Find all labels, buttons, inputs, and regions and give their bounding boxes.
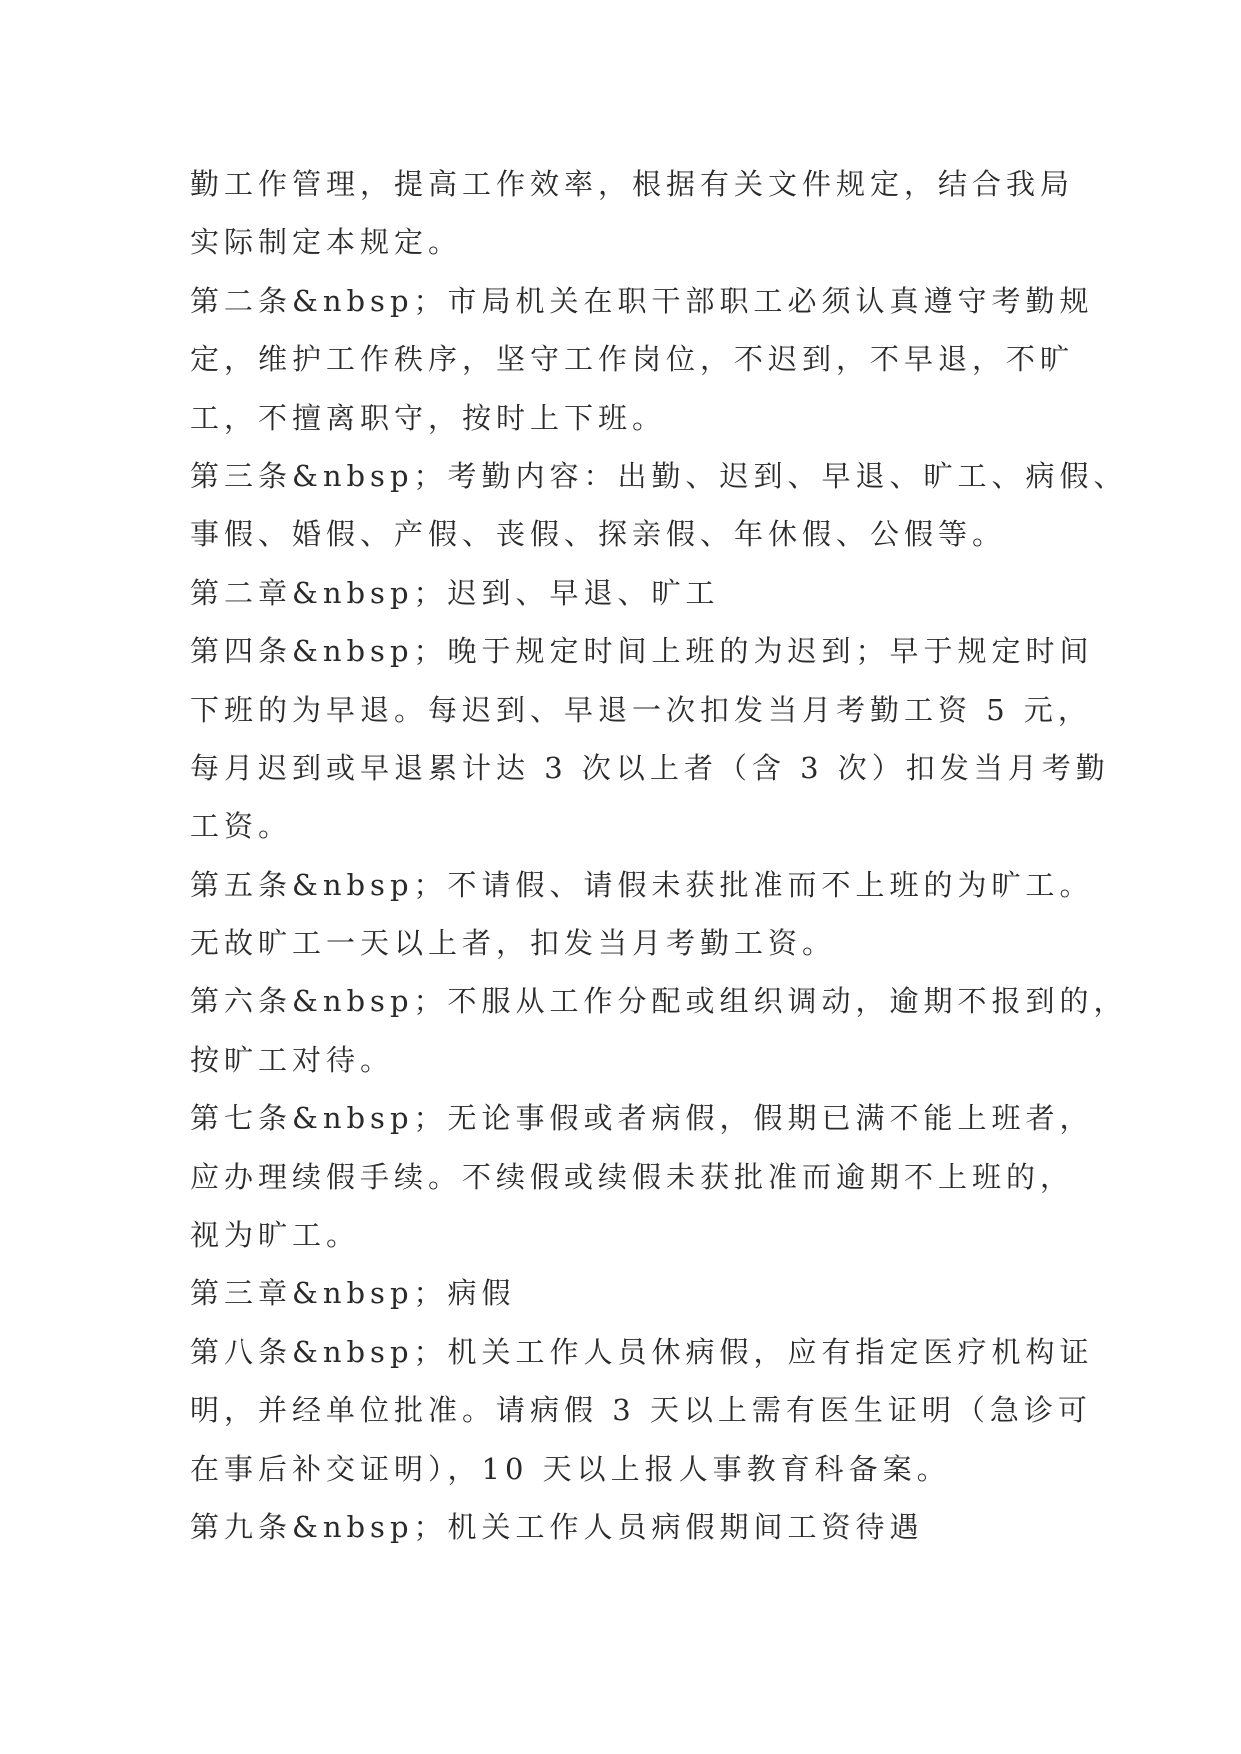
- text-line: 第八条&nbsp；机关工作人员休病假，应有指定医疗机构证: [190, 1334, 1094, 1369]
- document-body: [190, 155, 1128, 1556]
- text-line: 第四条&nbsp；晚于规定时间上班的为迟到；早于规定时间: [190, 634, 1094, 669]
- text-line: 第六条&nbsp；不服从工作分配或组织调动，逾期不报到的，: [190, 984, 1128, 1019]
- text-line: 在事后补交证明），10 天以上报人事教育科备案。: [190, 1451, 951, 1486]
- text-line: 实际制定本规定。: [190, 225, 463, 260]
- chapter-heading: 第二章&nbsp；迟到、早退、旷工: [190, 575, 720, 610]
- text-line: 工，不擅离职守，按时上下班。: [190, 400, 667, 435]
- text-line: 每月迟到或早退累计达 3 次以上者（含 3 次）扣发当月考勤: [190, 750, 1110, 785]
- text-line: 第七条&nbsp；无论事假或者病假，假期已满不能上班者，: [190, 1101, 1094, 1136]
- text-line: 定，维护工作秩序，坚守工作岗位，不迟到，不早退，不旷: [190, 342, 1075, 377]
- text-line: 事假、婚假、产假、丧假、探亲假、年休假、公假等。: [190, 517, 1007, 552]
- text-line: 第三条&nbsp；考勤内容：出勤、迟到、早退、旷工、病假、: [190, 458, 1128, 493]
- chapter-heading: 第三章&nbsp；病假: [190, 1276, 516, 1311]
- text-line: 第二条&nbsp；市局机关在职干部职工必须认真遵守考勤规: [190, 283, 1094, 318]
- text-line: 视为旷工。: [190, 1218, 361, 1253]
- text-line: 第九条&nbsp；机关工作人员病假期间工资待遇: [190, 1509, 924, 1544]
- text-line: 应办理续假手续。不续假或续假未获批准而逾期不上班的，: [190, 1159, 1075, 1194]
- text-line: 按旷工对待。: [190, 1042, 395, 1077]
- text-line: 下班的为早退。每迟到、早退一次扣发当月考勤工资 5 元，: [190, 692, 1092, 727]
- text-line: 无故旷工一天以上者，扣发当月考勤工资。: [190, 926, 837, 961]
- text-line: 勤工作管理，提高工作效率，根据有关文件规定，结合我局: [190, 167, 1075, 201]
- text-line: 明，并经单位批准。请病假 3 天以上需有医生证明（急诊可: [190, 1393, 1092, 1428]
- text-line: 第五条&nbsp；不请假、请假未获批准而不上班的为旷工。: [190, 867, 1094, 902]
- text-line: 工资。: [190, 809, 293, 844]
